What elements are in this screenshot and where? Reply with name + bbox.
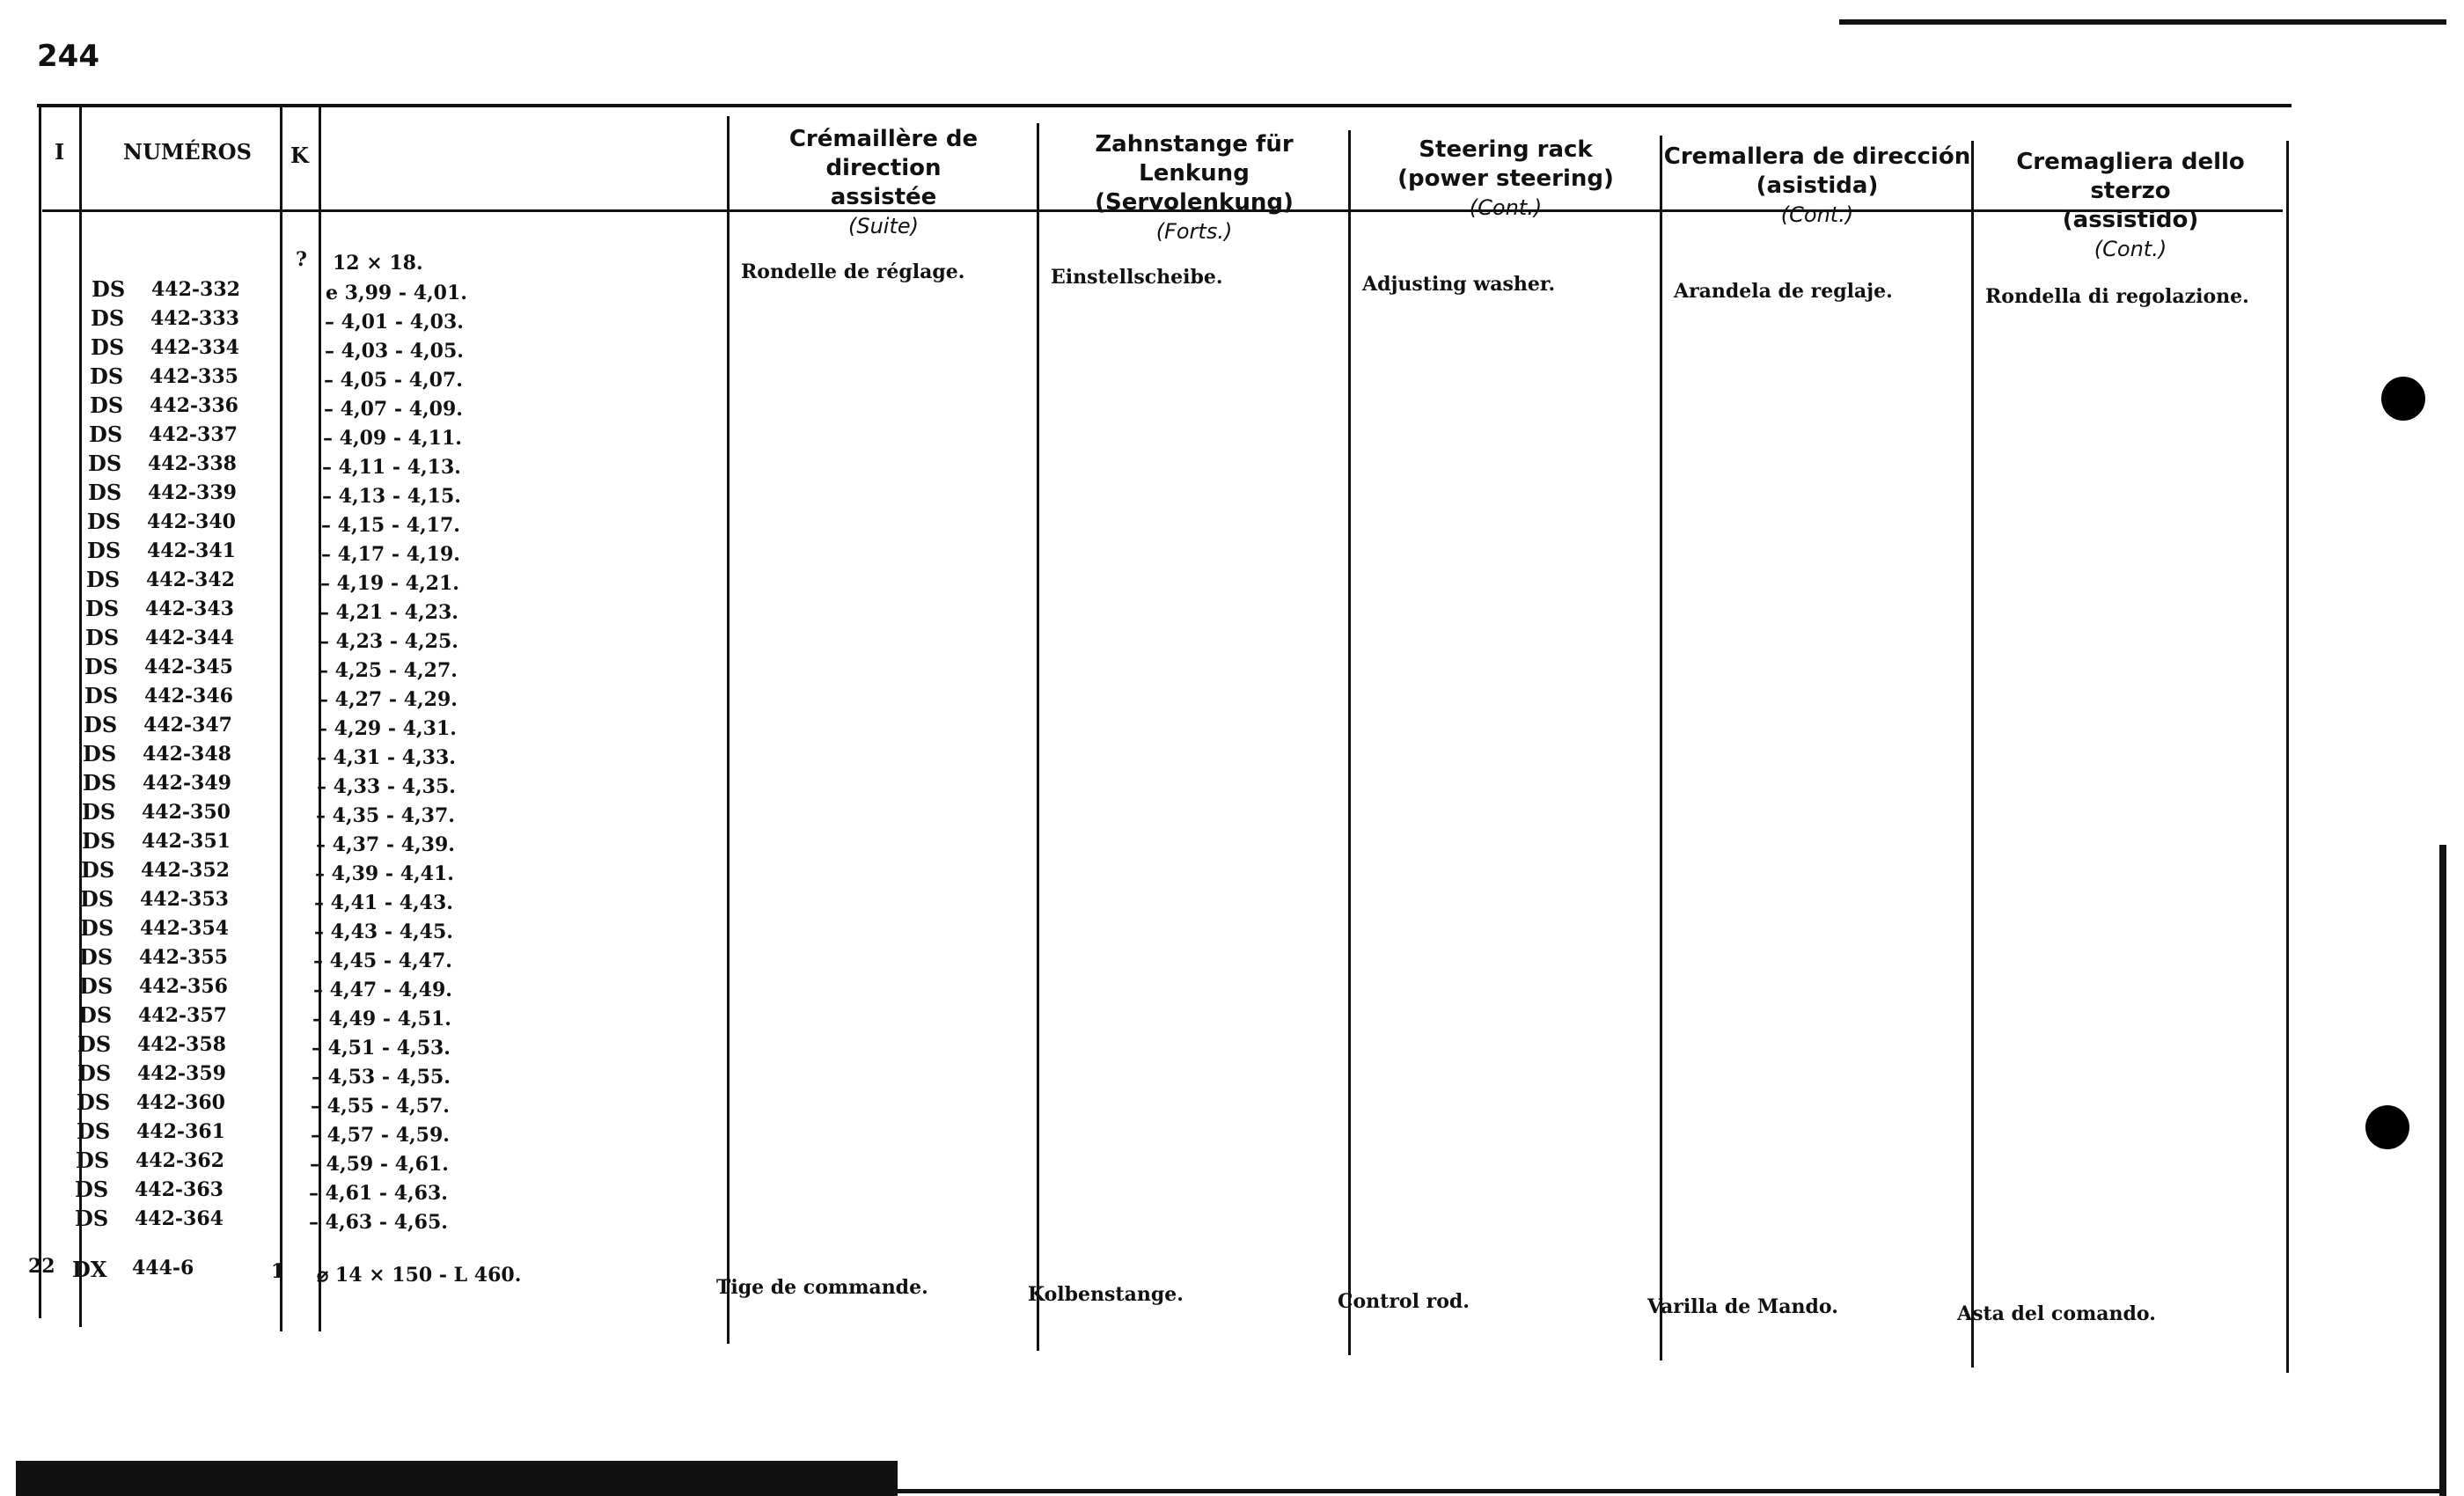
row-part-number: 442-335 (150, 365, 238, 388)
row-prefix: DS (84, 712, 118, 737)
group2-desc-english: Control rod. (1338, 1290, 1470, 1313)
column-line-de (1037, 123, 1039, 1351)
row-part-number: 442-357 (138, 1004, 227, 1027)
row-dimension: – 4,33 - 4,35. (317, 775, 456, 798)
row-dimension: – 4,63 - 4,65. (309, 1211, 448, 1234)
header-english-line1: Steering rack (1419, 136, 1593, 163)
row-part-number: 442-348 (143, 743, 231, 766)
row-prefix: DS (76, 1148, 110, 1173)
row-dimension: – 4,01 - 4,03. (325, 311, 464, 334)
row-prefix: DS (75, 1206, 109, 1231)
row-prefix: DS (84, 683, 119, 708)
row-part-number: 442-342 (146, 568, 235, 591)
group2-k: 1 (271, 1260, 285, 1283)
row-part-number: 442-362 (136, 1149, 224, 1172)
header-french-line2: assistée (830, 184, 937, 210)
header-col-i: I (55, 139, 65, 165)
group2-number: 444-6 (132, 1257, 194, 1280)
row-dimension: – 4,55 - 4,57. (311, 1095, 450, 1118)
header-french (730, 125, 1037, 241)
header-german-line2: (Servolenkung) (1095, 189, 1294, 216)
row-prefix: DS (77, 1118, 111, 1144)
header-italian-line2: (assistido) (2062, 207, 2199, 233)
row-part-number: 442-333 (150, 307, 239, 330)
row-part-number: 442-343 (145, 598, 234, 620)
row-part-number: 442-356 (139, 975, 228, 998)
row-dimension: – 4,31 - 4,33. (317, 746, 456, 769)
header-col-k: K (290, 143, 309, 168)
row-dimension: – 4,43 - 4,45. (314, 920, 453, 943)
row-part-number: 442-359 (137, 1062, 226, 1085)
row-prefix: DS (83, 770, 117, 796)
row-dimension: – 4,51 - 4,53. (312, 1037, 451, 1060)
row-dimension: – 4,21 - 4,23. (319, 601, 458, 624)
row-dimension: – 4,09 - 4,11. (323, 427, 462, 450)
row-prefix: DS (88, 480, 122, 505)
row-part-number: 442-355 (139, 946, 228, 969)
row-part-number: 442-358 (137, 1033, 226, 1056)
row-prefix: DS (83, 741, 117, 766)
row-dimension: – 4,29 - 4,31. (318, 717, 457, 740)
column-line-numeros (280, 104, 282, 1331)
row-dimension: – 4,11 - 4,13. (322, 456, 461, 479)
row-prefix: DS (80, 886, 114, 912)
bottom-rule (898, 1489, 2446, 1493)
row-prefix: DS (85, 596, 120, 621)
row-prefix: DS (88, 451, 122, 476)
header-italian-line1: Cremagliera dello sterzo (2016, 149, 2245, 204)
row-part-number: 442-363 (135, 1178, 224, 1201)
row-dimension: e 3,99 - 4,01. (326, 282, 467, 304)
binder-hole-bottom (2365, 1105, 2409, 1149)
row-part-number: 442-352 (141, 859, 230, 882)
row-part-number: 442-341 (147, 539, 236, 562)
row-dimension: – 4,49 - 4,51. (312, 1008, 451, 1030)
row-prefix: DS (85, 625, 120, 650)
row-dimension: – 4,35 - 4,37. (316, 804, 455, 827)
header-german (1040, 130, 1348, 246)
row-dimension: – 4,15 - 4,17. (321, 514, 460, 537)
row-dimension: – 4,03 - 4,05. (325, 340, 464, 363)
group2-desc-spanish: Varilla de Mando. (1647, 1295, 1838, 1318)
row-prefix: DS (80, 915, 114, 941)
row-part-number: 442-336 (150, 394, 238, 417)
row-part-number: 442-332 (151, 278, 240, 301)
row-dimension: – 4,61 - 4,63. (309, 1182, 448, 1205)
row-dimension: – 4,57 - 4,59. (311, 1124, 450, 1147)
row-part-number: 442-338 (148, 452, 237, 475)
group1-desc-spanish: Arandela de reglaje. (1674, 280, 1893, 303)
group2-desc-italian: Asta del comando. (1957, 1302, 2156, 1325)
row-dimension: – 4,25 - 4,27. (319, 659, 458, 682)
row-dimension: – 4,59 - 4,61. (310, 1153, 449, 1176)
row-prefix: DS (90, 363, 124, 389)
row-dimension: – 4,07 - 4,09. (324, 398, 463, 421)
row-part-number: 442-334 (150, 336, 239, 359)
row-prefix: DS (77, 1089, 111, 1115)
group1-k-mark: ? (296, 248, 307, 271)
header-spanish-line2: (asistida) (1756, 172, 1879, 199)
column-line-es (1660, 136, 1662, 1360)
row-prefix: DS (90, 392, 124, 418)
group1-desc-english: Adjusting washer. (1362, 273, 1556, 296)
group1-desc-italian: Rondella di regolazione. (1985, 285, 2249, 308)
table-top-rule (37, 104, 2292, 107)
row-prefix: DS (87, 538, 121, 563)
group2-prefix: DX (72, 1257, 107, 1282)
row-prefix: DS (91, 305, 125, 331)
row-prefix: DS (77, 1031, 112, 1057)
header-german-line1: Zahnstange für Lenkung (1095, 131, 1294, 187)
row-dimension: – 4,45 - 4,47. (313, 950, 452, 972)
row-prefix: DS (79, 944, 114, 970)
header-italian (1975, 148, 2286, 264)
row-dimension: – 4,17 - 4,19. (321, 543, 460, 566)
row-part-number: 442-353 (140, 888, 229, 911)
header-english (1352, 136, 1660, 223)
bottom-band (16, 1461, 898, 1496)
row-part-number: 442-361 (136, 1120, 225, 1143)
group2-desc-german: Kolbenstange. (1028, 1283, 1184, 1306)
header-col-numeros: NUMÉROS (123, 139, 252, 165)
row-dimension: – 4,23 - 4,25. (319, 630, 458, 653)
column-line-left (39, 104, 41, 1318)
header-spanish (1663, 143, 1971, 230)
row-prefix: DS (79, 973, 114, 999)
row-dimension: – 4,19 - 4,21. (320, 572, 459, 595)
row-part-number: 442-344 (145, 627, 234, 649)
column-line-it (1971, 141, 1974, 1368)
group1-desc-german: Einstellscheibe. (1051, 266, 1223, 289)
row-part-number: 442-345 (144, 656, 233, 678)
row-prefix: DS (77, 1060, 112, 1086)
header-english-line2: (power steering) (1397, 165, 1614, 192)
row-prefix: DS (81, 857, 115, 883)
group2-desc-french: Tige de commande. (716, 1276, 928, 1299)
group1-dimension-header: 12 × 18. (333, 252, 423, 275)
row-part-number: 442-351 (142, 830, 231, 853)
row-prefix: DS (82, 828, 116, 854)
top-edge-rule (1839, 19, 2446, 25)
row-prefix: DS (92, 276, 126, 302)
binder-hole-top (2381, 377, 2425, 421)
row-part-number: 442-340 (147, 510, 236, 533)
row-dimension: – 4,27 - 4,29. (319, 688, 458, 711)
header-french-line1: Crémaillère de direction (788, 126, 979, 181)
group2-index: 22 (28, 1255, 55, 1278)
row-part-number: 442-364 (135, 1207, 224, 1230)
row-prefix: DS (86, 567, 121, 592)
group1-desc-french: Rondelle de réglage. (741, 260, 965, 283)
row-dimension: – 4,13 - 4,15. (322, 485, 461, 508)
group2-dimension: ⌀ 14 × 150 - L 460. (317, 1264, 522, 1287)
row-part-number: 442-350 (142, 801, 231, 824)
row-dimension: – 4,39 - 4,41. (315, 862, 454, 885)
header-english-sub: (Cont.) (1469, 195, 1543, 220)
row-dimension: – 4,41 - 4,43. (314, 891, 453, 914)
row-part-number: 442-337 (149, 423, 238, 446)
page-number: 244 (37, 39, 99, 74)
header-german-sub: (Forts.) (1155, 219, 1233, 244)
row-prefix: DS (91, 334, 125, 360)
row-prefix: DS (75, 1177, 109, 1202)
header-italian-sub: (Cont.) (2094, 237, 2167, 261)
row-part-number: 442-354 (140, 917, 229, 940)
row-dimension: – 4,05 - 4,07. (324, 369, 463, 392)
row-part-number: 442-360 (136, 1091, 225, 1114)
row-part-number: 442-346 (144, 685, 233, 708)
header-french-sub: (Suite) (847, 214, 919, 238)
row-part-number: 442-347 (143, 714, 232, 737)
row-dimension: – 4,37 - 4,39. (316, 833, 455, 856)
row-prefix: DS (84, 654, 119, 679)
row-prefix: DS (89, 422, 123, 447)
row-prefix: DS (82, 799, 116, 825)
row-prefix: DS (87, 509, 121, 534)
column-line-en (1348, 130, 1351, 1355)
header-spanish-sub: (Cont.) (1780, 202, 1854, 227)
row-dimension: – 4,53 - 4,55. (312, 1066, 451, 1089)
column-line-fr (727, 116, 730, 1344)
row-part-number: 442-339 (148, 481, 237, 504)
header-spanish-line1: Cremallera de dirección (1663, 143, 1971, 170)
row-dimension: – 4,47 - 4,49. (313, 979, 452, 1001)
column-line-right (2286, 141, 2289, 1373)
row-prefix: DS (78, 1002, 113, 1028)
row-part-number: 442-349 (143, 772, 231, 795)
right-edge-bar (2439, 845, 2446, 1496)
